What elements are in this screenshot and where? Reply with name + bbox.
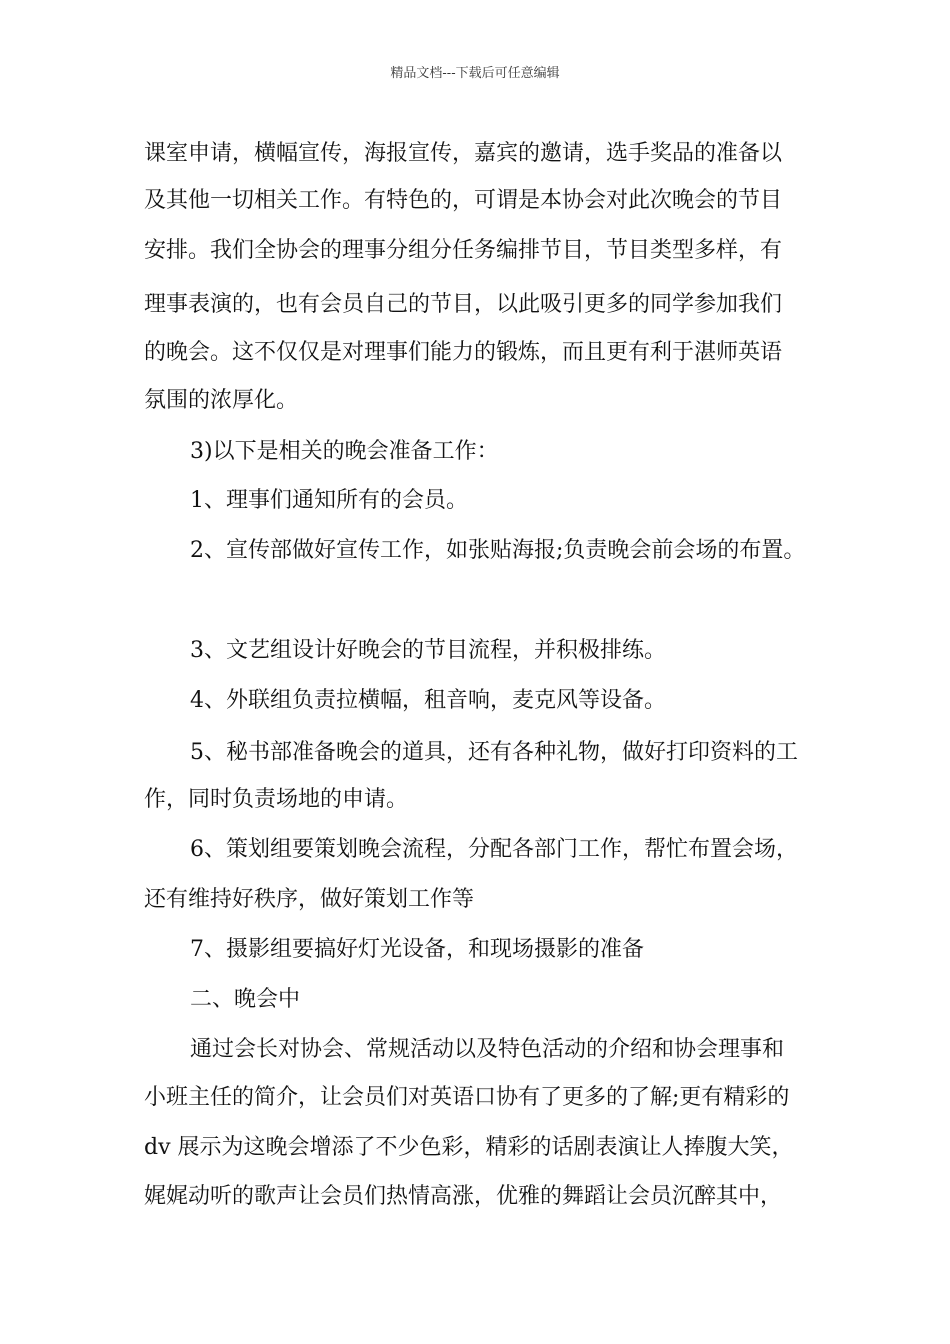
text-line: 课室申请，横幅宣传，海报宣传，嘉宾的邀请，选手奖品的准备以 [144,141,783,166]
text-line: 娓娓动听的歌声让会员们热情高涨，优雅的舞蹈让会员沉醉其中， [144,1184,783,1209]
text-line: 还有维持好秩序，做好策划工作等 [144,887,475,912]
list-item: 5、秘书部准备晚会的道具，还有各种礼物，做好打印资料的工 [190,740,798,765]
list-item: 1、理事们通知所有的会员。 [190,488,468,513]
text-line: 安排。我们全协会的理事分组分任务编排节目，节目类型多样，有 [144,238,783,263]
list-item: 4、外联组负责拉横幅，租音响，麦克风等设备。 [190,688,666,713]
text-line: 理事表演的，也有会员自己的节目，以此吸引更多的同学参加我们 [144,292,783,317]
list-item: 2、宣传部做好宣传工作，如张贴海报;负责晚会前会场的布置。 [190,538,806,563]
text-line: 氛围的浓厚化。 [144,388,299,413]
list-item: 7、摄影组要搞好灯光设备，和现场摄影的准备 [190,937,644,962]
text-line: 的晚会。这不仅仅是对理事们能力的锻炼，而且更有利于湛师英语 [144,340,783,365]
text-line: 作，同时负责场地的申请。 [144,787,409,812]
text-line: 小班主任的简介，让会员们对英语口协有了更多的了解;更有精彩的 [144,1085,790,1110]
text-line: 3)以下是相关的晚会准备工作： [190,439,499,464]
text-line: 及其他一切相关工作。有特色的，可谓是本协会对此次晚会的节目 [144,188,783,213]
list-item: 3、文艺组设计好晚会的节目流程，并积极排练。 [190,638,666,663]
text-line: dv 展示为这晚会增添了不少色彩，精彩的话剧表演让人捧腹大笑， [144,1135,794,1160]
page-header: 精品文档---下载后可任意编辑 [390,66,560,81]
list-item: 6、策划组要策划晚会流程，分配各部门工作，帮忙布置会场， [190,837,798,862]
text-line: 通过会长对协会、常规活动以及特色活动的介绍和协会理事和 [190,1037,785,1062]
section-heading: 二、晚会中 [190,987,301,1012]
